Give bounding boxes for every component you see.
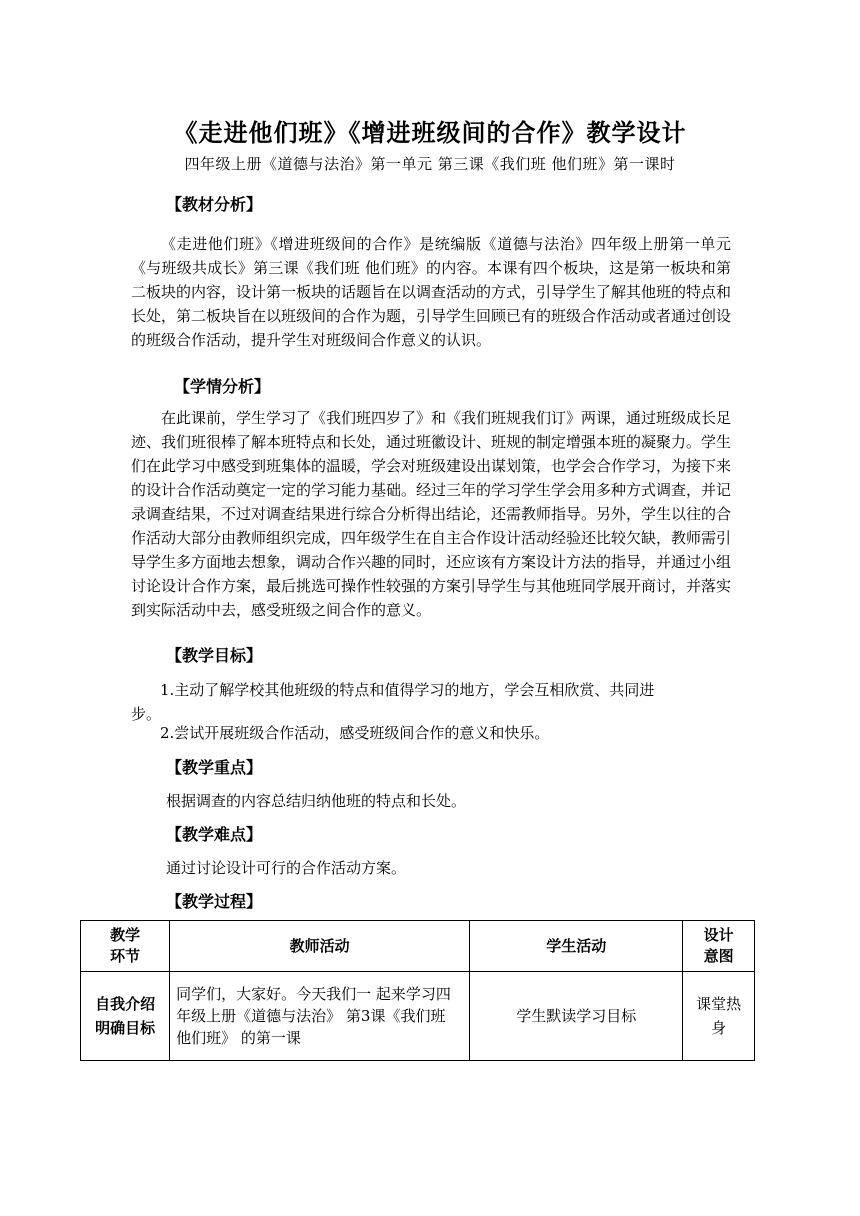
column-header-stage <box>81 921 170 972</box>
goal-item-1-continued: 步。 <box>131 705 162 723</box>
column-header-stage-line2: 环节 <box>110 947 141 965</box>
row-teacher-activity: 同学们，大家好。今天我们一 起来学习四年级上册《道德与法治》 第3课《我们班 他们班》 的第一课 <box>170 972 470 1061</box>
row-stage-line2: 明确目标 <box>95 1019 156 1037</box>
learner-analysis-heading: 【学情分析】 <box>174 377 271 396</box>
row-stage-line1: 自我介绍 <box>95 995 156 1013</box>
difficulties-heading: 【教学难点】 <box>166 825 263 844</box>
column-header-student: 学生活动 <box>470 921 683 972</box>
process-heading: 【教学过程】 <box>166 892 263 911</box>
document-title: 《走进他们班》《增进班级间的合作》教学设计 <box>173 119 687 147</box>
material-analysis-heading: 【教材分析】 <box>166 195 263 214</box>
row-intent-line2: 身 <box>711 1019 727 1037</box>
goal-item-2: 2.尝试开展班级合作活动，感受班级间合作的意义和快乐。 <box>160 724 550 742</box>
row-stage-cell <box>81 972 170 1061</box>
row-student-activity: 学生默读学习目标 <box>470 972 683 1061</box>
material-analysis-text: 《走进他们班》《增进班级间的合作》是统编版《道德与法治》四年级上册第一单元《与班级共成长》第三课《我们班 他们班》的内容。本课有四个板块，这是第一板块和第二板块的内容，设计第一板块的话题旨在以调查活动的方式，引导学生了解其他班的特点和长处，第二板块旨在以班级间的合作为题，引导学生回顾已有的班级合作活动或者通过创设的班级合作活动，提升学生对班级间合作意义的认识。 <box>131 235 732 349</box>
column-header-intent <box>683 921 755 972</box>
table-row <box>81 972 755 1061</box>
column-header-stage-line1: 教学 <box>110 926 141 944</box>
key-points-text: 根据调查的内容总结归纳他班的特点和长处。 <box>166 792 467 810</box>
table-header-row <box>81 921 755 972</box>
learner-analysis-text: 在此课前，学生学习了《我们班四岁了》和《我们班规我们订》两课，通过班级成长足迹、我们班很棒了解本班特点和长处，通过班徽设计、班规的制定增强本班的凝聚力。学生们在此学习中感受到班集体的温暖，学会对班级建设出谋划策，也学会合作学习，为接下来的设计合作活动奠定一定的学习能力基础。经过三年的学习学生学会用多种方式调查，并记录调查结果，不过对调查结果进行综合分析得出结论，还需教师指导。另外，学生以往的合作活动大部分由教师组织完成，四年级学生在自主合作设计活动经验还比较欠缺，教师需引导学生多方面地去想象，调动合作兴趣的同时，还应该有方案设计方法的指导，并通过小组讨论设计合作方案，最后挑选可操作性较强的方案引导学生与其他班同学展开商讨，并落实到实际活动中去，感受班级之间合作的意义。 <box>131 409 732 619</box>
teaching-goals-heading: 【教学目标】 <box>166 646 263 665</box>
document-subtitle: 四年级上册《道德与法治》第一单元 第三课《我们班 他们班》第一课时 <box>184 155 676 173</box>
column-header-intent-line2: 意图 <box>703 947 734 965</box>
column-header-intent-line1: 设计 <box>703 926 734 944</box>
row-design-intent <box>683 972 755 1061</box>
key-points-heading: 【教学重点】 <box>166 758 263 777</box>
row-intent-line1: 课堂热 <box>696 995 742 1013</box>
difficulties-text: 通过讨论设计可行的合作活动方案。 <box>166 859 407 877</box>
column-header-teacher: 教师活动 <box>170 921 470 972</box>
goal-item-1: 1.主动了解学校其他班级的特点和值得学习的地方，学会互相欣赏、共同进 <box>160 681 655 699</box>
teaching-process-table <box>80 920 755 1061</box>
